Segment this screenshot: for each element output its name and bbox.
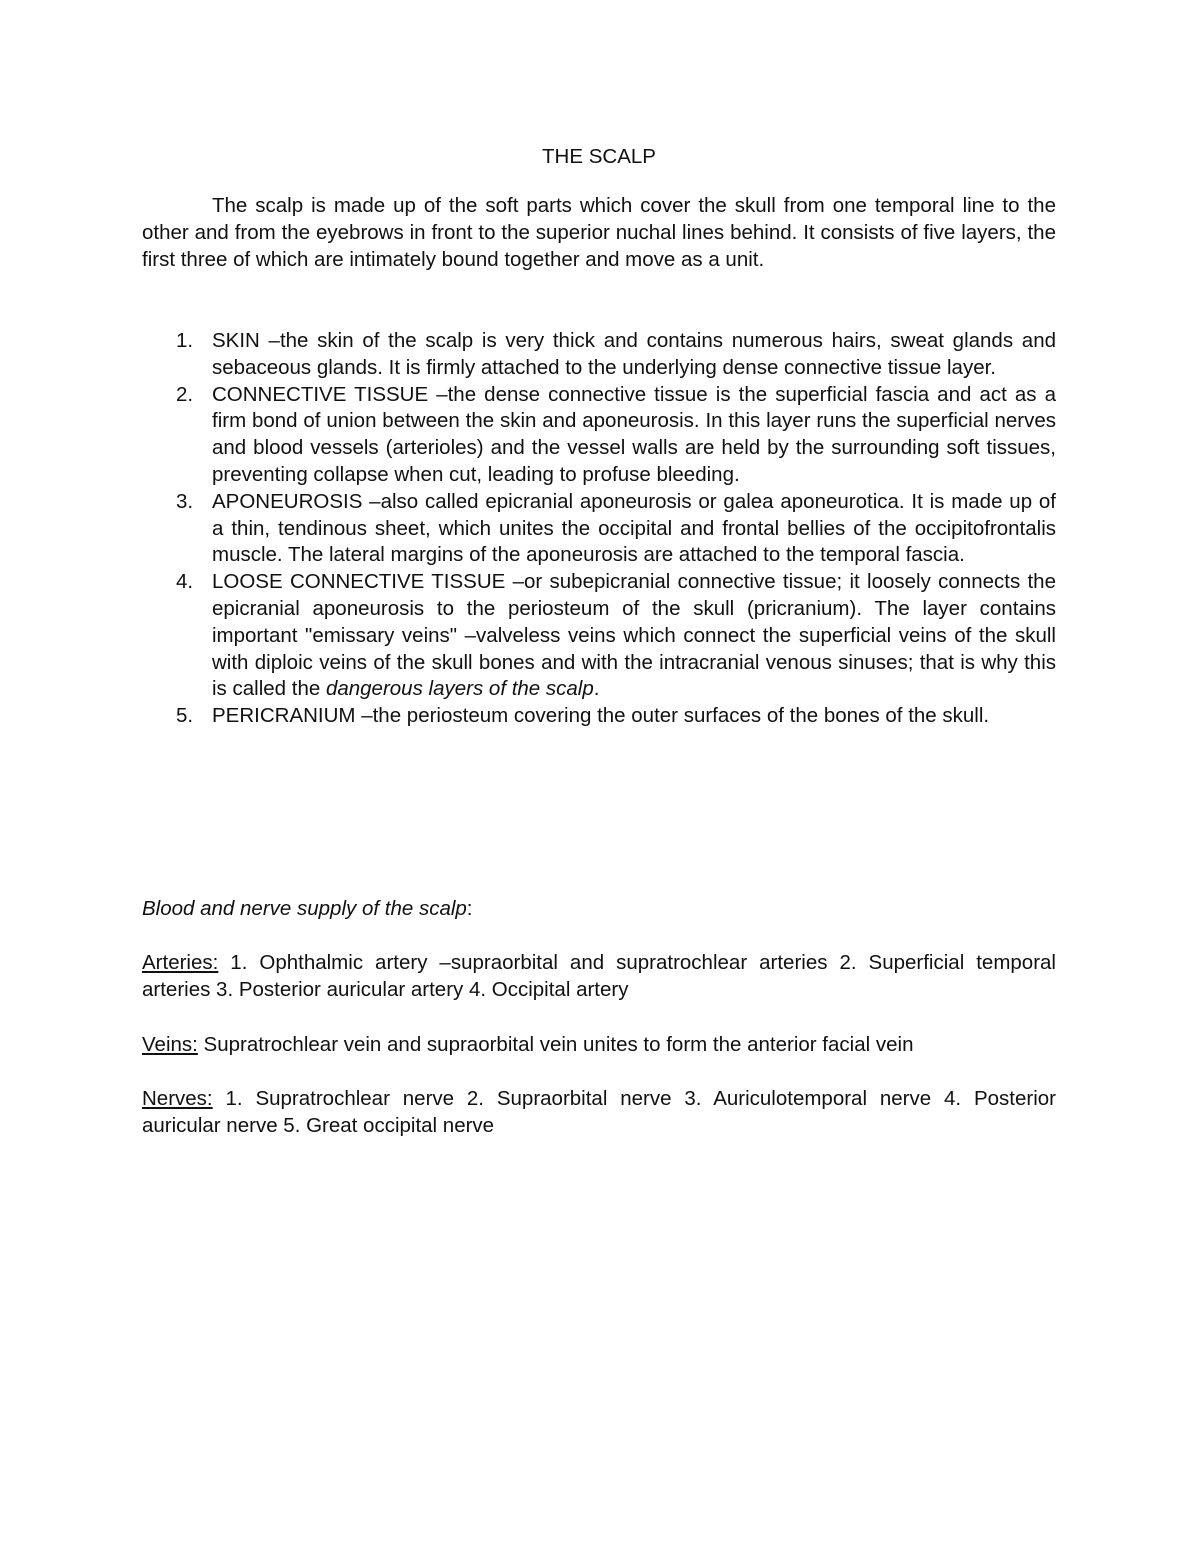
list-item-text: PERICRANIUM –the periosteum covering the outer surfaces of the bones of the skull. (212, 704, 990, 728)
veins-label: Veins: (142, 1033, 198, 1056)
supply-heading-text: Blood and nerve supply of the scalp (142, 897, 467, 920)
list-item-aponeurosis (142, 489, 1056, 569)
list-item-text: SKIN –the skin of the scalp is very thick and contains numerous hairs, sweat glands and sebaceous glands. It is firmly attached to the underlying dense connective tissue layer. (212, 329, 1056, 379)
list-item-text: LOOSE CONNECTIVE TISSUE –or subepicranial connective tissue; it loosely connects the epicranial aponeurosis to the periosteum of the skull (pricranium). The layer contains important "emissary veins" –valveless veins which connect the superficial veins of the skull with diploic veins of the skull bones and with the intracranial venous sinuses; that is why this is called the (212, 570, 1056, 701)
veins-paragraph (142, 1032, 1056, 1059)
nerves-label: Nerves: (142, 1087, 213, 1110)
document-page (142, 0, 1056, 1553)
arteries-paragraph (142, 950, 1056, 1004)
list-item-text: APONEUROSIS –also called epicranial aponeurosis or galea aponeurotica. It is made up of a thin, tendinous sheet, which unites the occipital and frontal bellies of the occipitofrontalis muscle. The lateral margins of the aponeurosis are attached to the temporal fascia. (212, 489, 1056, 567)
list-number: 1. (176, 329, 194, 352)
intro-paragraph: The scalp is made up of the soft parts which cover the skull from one temporal line to the other and from the eyebrows in front to the superior nuchal lines behind. It consists of five layers, the first three of which are intimately bound together and move as a unit. (142, 194, 1056, 271)
list-item-end: . (593, 677, 600, 701)
supply-heading (142, 896, 473, 923)
supply-heading-colon: : (466, 897, 473, 920)
list-item-emphasis: dangerous layers of the scalp (325, 677, 594, 701)
arteries-label: Arteries: (142, 951, 219, 974)
list-number: 5. (176, 704, 194, 728)
list-item-text: CONNECTIVE TISSUE –the dense connective tissue is the superficial fascia and act as a firm bond of union between the skin and aponeurosis. In this layer runs the superficial nerves and blood vessels (arterioles) and the vessel walls are held by the surrounding soft tissues, preventing collapse when cut, leading to profuse bleeding. (212, 382, 1056, 486)
veins-text: Supratrochlear vein and supraorbital vein unites to form the anterior facial vein (197, 1033, 914, 1056)
page-title: THE SCALP (542, 145, 656, 168)
list-item-pericranium (142, 703, 1056, 730)
arteries-text: 1. Ophthalmic artery –supraorbital and supratrochlear arteries 2. Superficial temporal arteries 3. Posterior auricular artery 4. Occipital artery (142, 951, 1056, 1001)
list-item-loose-connective-tissue (142, 569, 1056, 703)
list-number: 3. (176, 489, 194, 513)
nerves-paragraph (142, 1086, 1056, 1140)
layers-list (142, 328, 1056, 730)
list-item-skin (142, 328, 1056, 382)
list-number: 2. (176, 382, 194, 406)
nerves-text: 1. Supratrochlear nerve 2. Supraorbital nerve 3. Auriculotemporal nerve 4. Posterior auricular nerve 5. Great occipital nerve (142, 1087, 1056, 1137)
list-item-connective-tissue (142, 382, 1056, 489)
list-number: 4. (176, 570, 194, 594)
